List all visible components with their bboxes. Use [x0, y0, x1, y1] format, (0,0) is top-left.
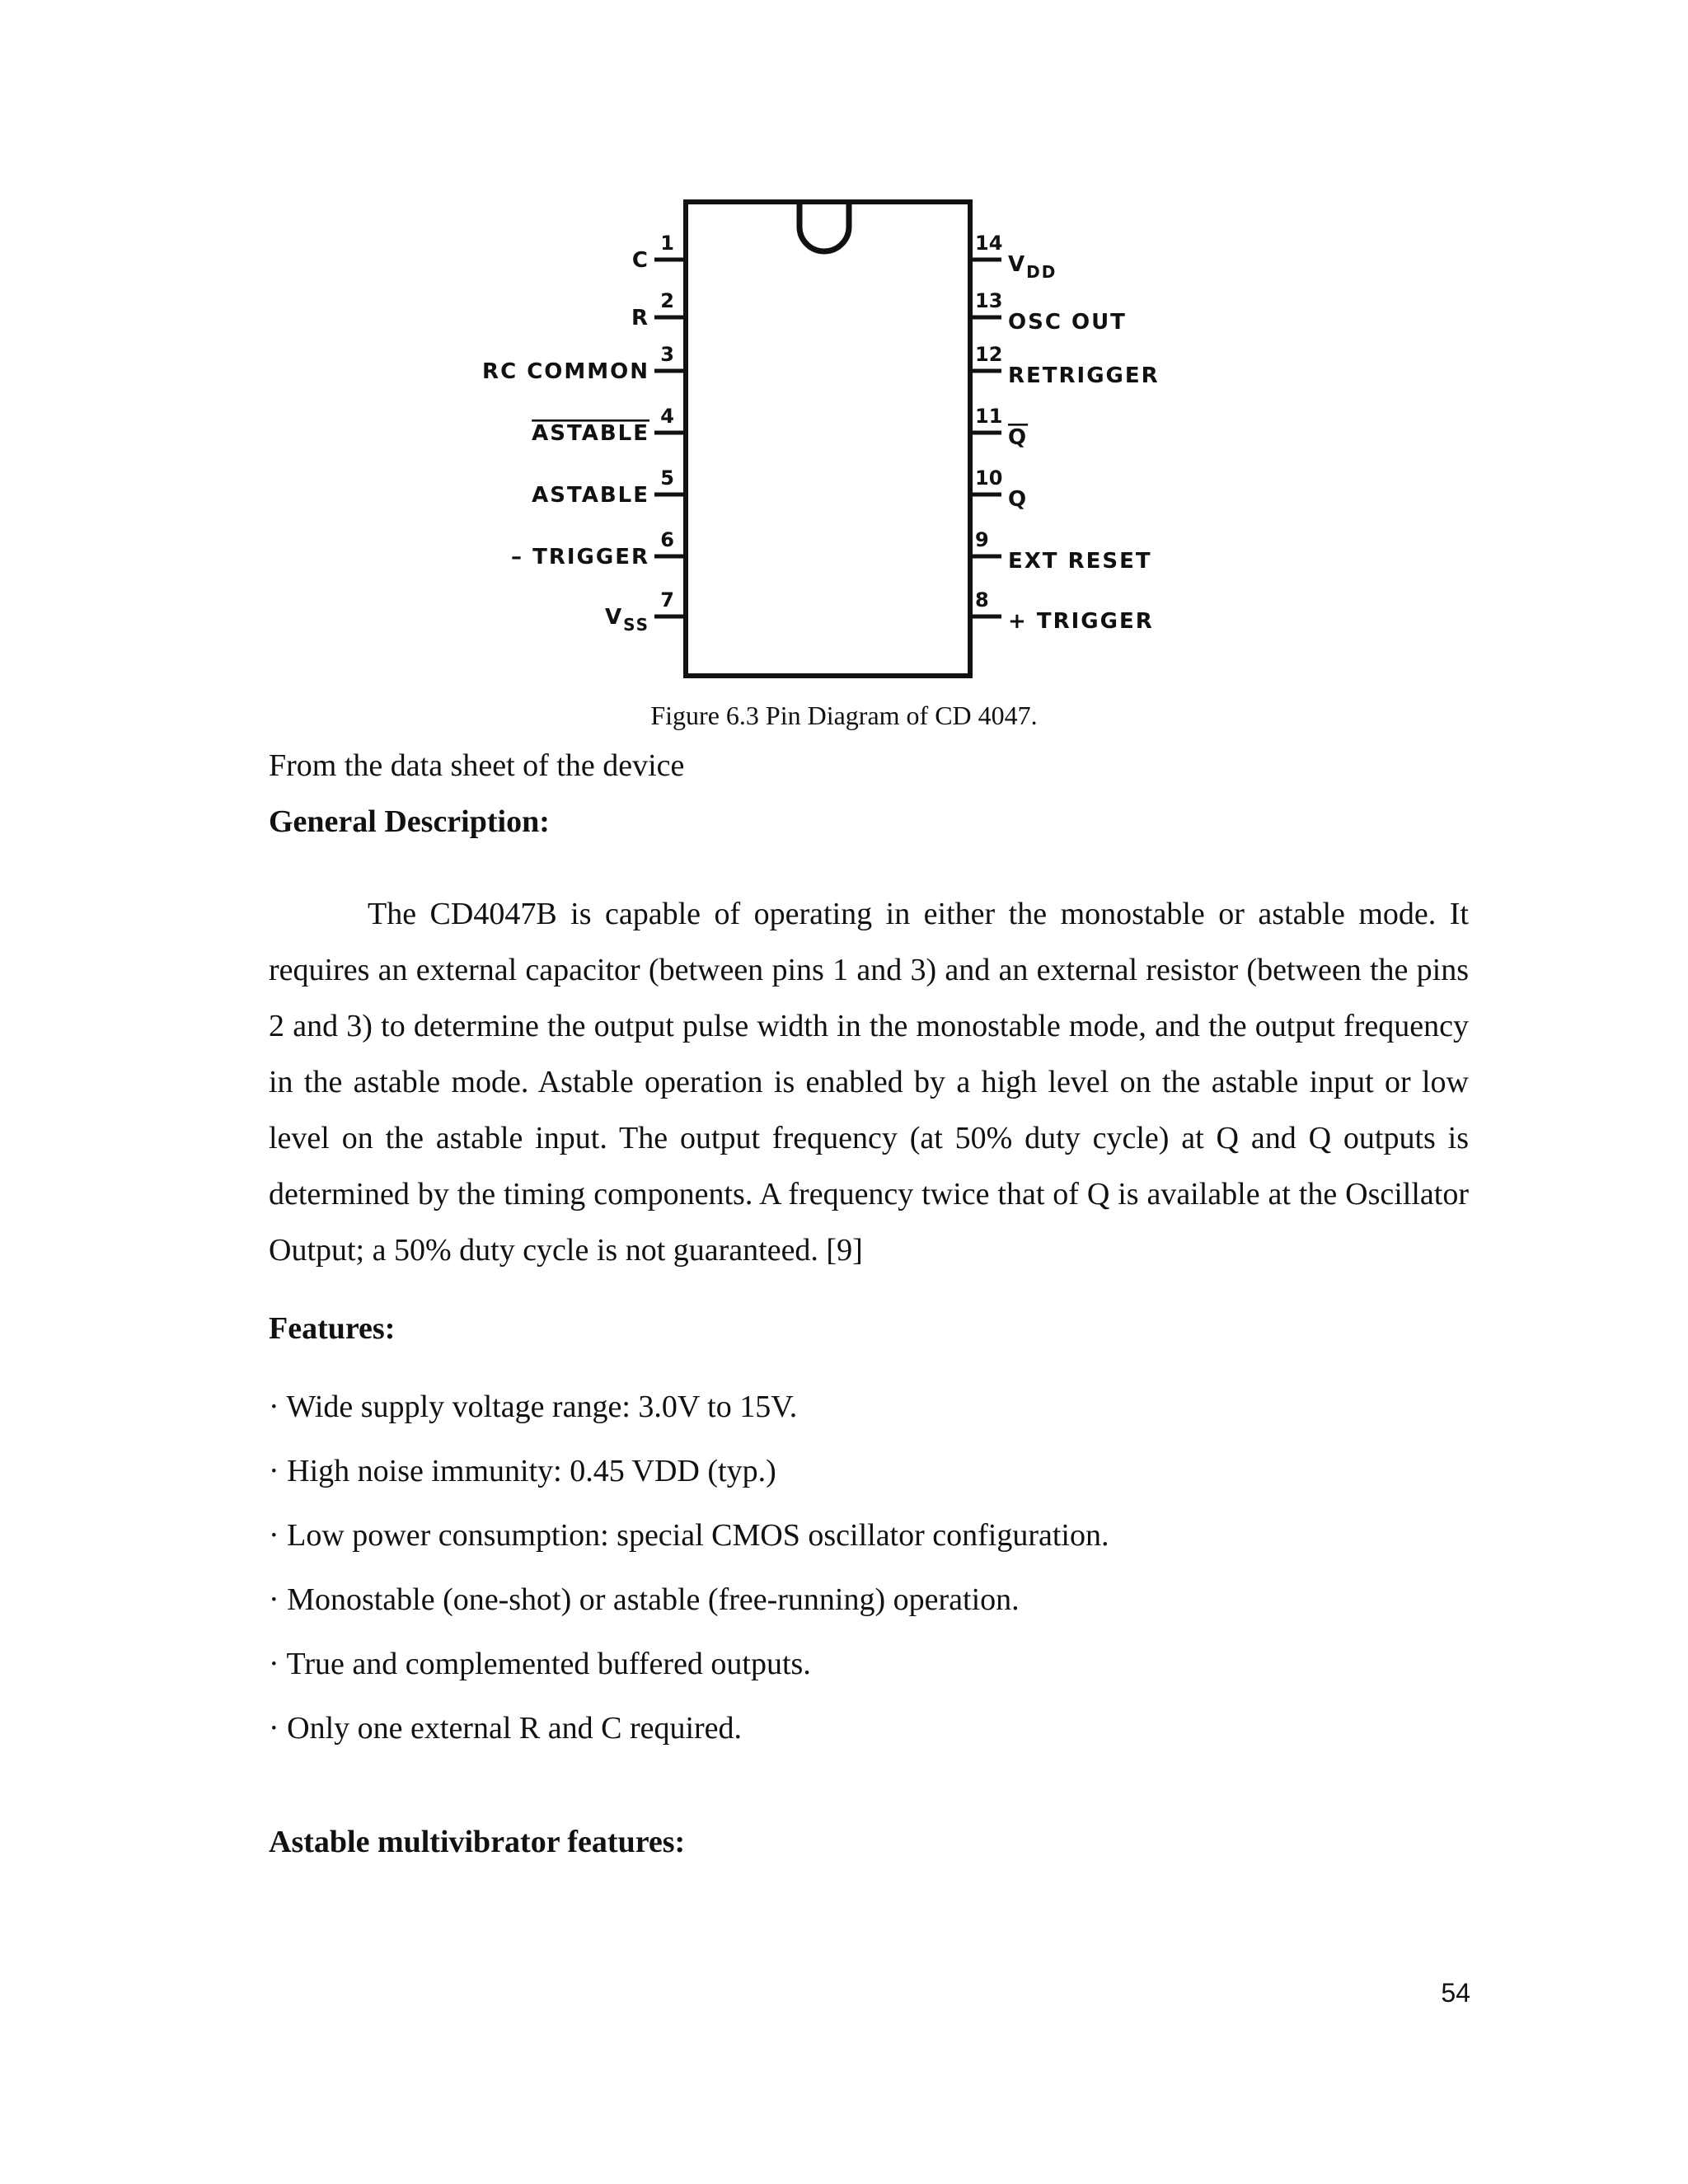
- pin-number: 6: [660, 528, 674, 551]
- pin-number: 8: [975, 588, 989, 612]
- pin-label: + TRIGGER: [1008, 609, 1154, 634]
- pin-number: 11: [975, 405, 1003, 428]
- pin-label: OSC OUT: [1008, 310, 1127, 335]
- features-heading: Features:: [269, 1311, 396, 1346]
- pin-number: 13: [975, 289, 1003, 312]
- feature-item: · Low power consumption: special CMOS oscillator configuration.: [269, 1518, 1109, 1553]
- pin-label: RETRIGGER: [1008, 363, 1160, 388]
- pin-label: Q: [1008, 425, 1029, 450]
- astable-features-heading: Astable multivibrator features:: [269, 1825, 686, 1859]
- pin-number: 1: [660, 232, 674, 255]
- pin-number: 4: [660, 405, 674, 428]
- pin-label: RC COMMON: [482, 359, 649, 384]
- pin-label: EXT RESET: [1008, 549, 1152, 574]
- chip-body: [686, 202, 970, 676]
- features-list: [269, 1375, 1109, 1760]
- pin-number: 10: [975, 466, 1003, 490]
- pin-number: 7: [660, 588, 674, 612]
- pin-number: 14: [975, 232, 1003, 255]
- pin-label: Q: [1008, 487, 1029, 512]
- pin-diagram: [429, 165, 1253, 701]
- pin-number: 3: [660, 343, 674, 366]
- pin-label: $V_{SS}$: [604, 605, 649, 635]
- pin-number: 12: [975, 343, 1003, 366]
- pin-label: – TRIGGER: [511, 545, 649, 569]
- pin-label: ASTABLE: [532, 483, 649, 508]
- figure-caption: Figure 6.3 Pin Diagram of CD 4047.: [650, 701, 1038, 730]
- feature-item: · High noise immunity: 0.45 VDD (typ.): [269, 1454, 776, 1488]
- general-description-paragraph: The CD4047B is capable of operating in either the monostable or astable mode. It requires an external capacitor (between pins 1 and 3) and an external resistor (between the pins 2 and 3) to determine the output pulse width in the monostable mode, and the output frequency in the astable mode. Astable operation is enabled by a high level on the astable input or low level on the astable input. The output frequency (at 50% duty cycle) at Q and Q outputs is determined by the timing components. A frequency twice that of Q is available at the Oscillator Output; a 50% duty cycle is not guaranteed. [9]: [269, 897, 1469, 1268]
- pin-number: 9: [975, 528, 989, 551]
- pin-number: 2: [660, 289, 674, 312]
- pin-number: 5: [660, 466, 674, 490]
- feature-item: · Wide supply voltage range: 3.0V to 15V.: [269, 1390, 798, 1424]
- intro-text: From the data sheet of the device: [269, 748, 685, 783]
- pin-label: R: [631, 306, 649, 330]
- general-description-heading: General Description:: [269, 804, 550, 839]
- page-number: 54: [1441, 1978, 1470, 2008]
- feature-item: · Monostable (one-shot) or astable (free-running) operation.: [269, 1582, 1020, 1617]
- pin-label: ASTABLE: [532, 421, 649, 446]
- pin-label: $V_{DD}$: [1008, 252, 1057, 282]
- pin-label: C: [631, 248, 649, 273]
- feature-item: · Only one external R and C required.: [269, 1711, 743, 1746]
- feature-item: · True and complemented buffered outputs.: [269, 1647, 811, 1681]
